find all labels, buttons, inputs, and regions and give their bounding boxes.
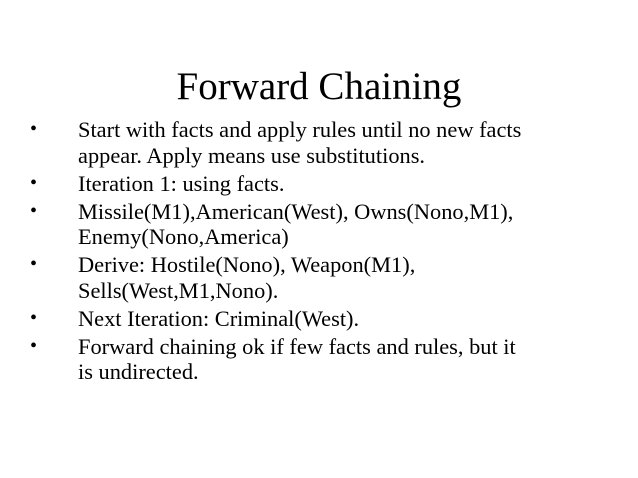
bullet-text-line: Sells(West,M1,Nono). xyxy=(78,277,279,303)
bullet-icon: • xyxy=(30,171,38,194)
bullet-text-line: Next Iteration: Criminal(West). xyxy=(78,305,360,331)
bullet-icon: • xyxy=(30,306,38,329)
bullet-item xyxy=(30,117,610,168)
slide-title: Forward Chaining xyxy=(176,65,462,108)
bullet-item xyxy=(30,199,610,250)
bullet-text-line: Iteration 1: using facts. xyxy=(78,170,285,196)
bullet-icon: • xyxy=(30,334,38,357)
bullet-text-line: Enemy(Nono,America) xyxy=(78,224,289,249)
bullet-text-line: Derive: Hostile(Nono), Weapon(M1), xyxy=(78,252,416,277)
bullet-icon: • xyxy=(30,253,38,275)
bullet-text-line: Start with facts and apply rules until no new facts xyxy=(78,117,522,142)
bullet-icon: • xyxy=(30,118,38,140)
bullet-item xyxy=(30,171,610,197)
bullet-text-line: is undirected. xyxy=(78,359,199,384)
bullet-text-line: appear. Apply means use substitutions. xyxy=(78,142,426,168)
bullet-item xyxy=(30,306,610,332)
bullet-text-line: Forward chaining ok if few facts and rules, but it xyxy=(78,333,516,359)
bullet-item xyxy=(30,252,610,303)
bullet-item xyxy=(30,334,610,385)
bullet-text-line: Missile(M1),American(West), Owns(Nono,M1), xyxy=(78,198,514,224)
bullet-list xyxy=(30,117,610,387)
bullet-icon: • xyxy=(30,199,38,222)
